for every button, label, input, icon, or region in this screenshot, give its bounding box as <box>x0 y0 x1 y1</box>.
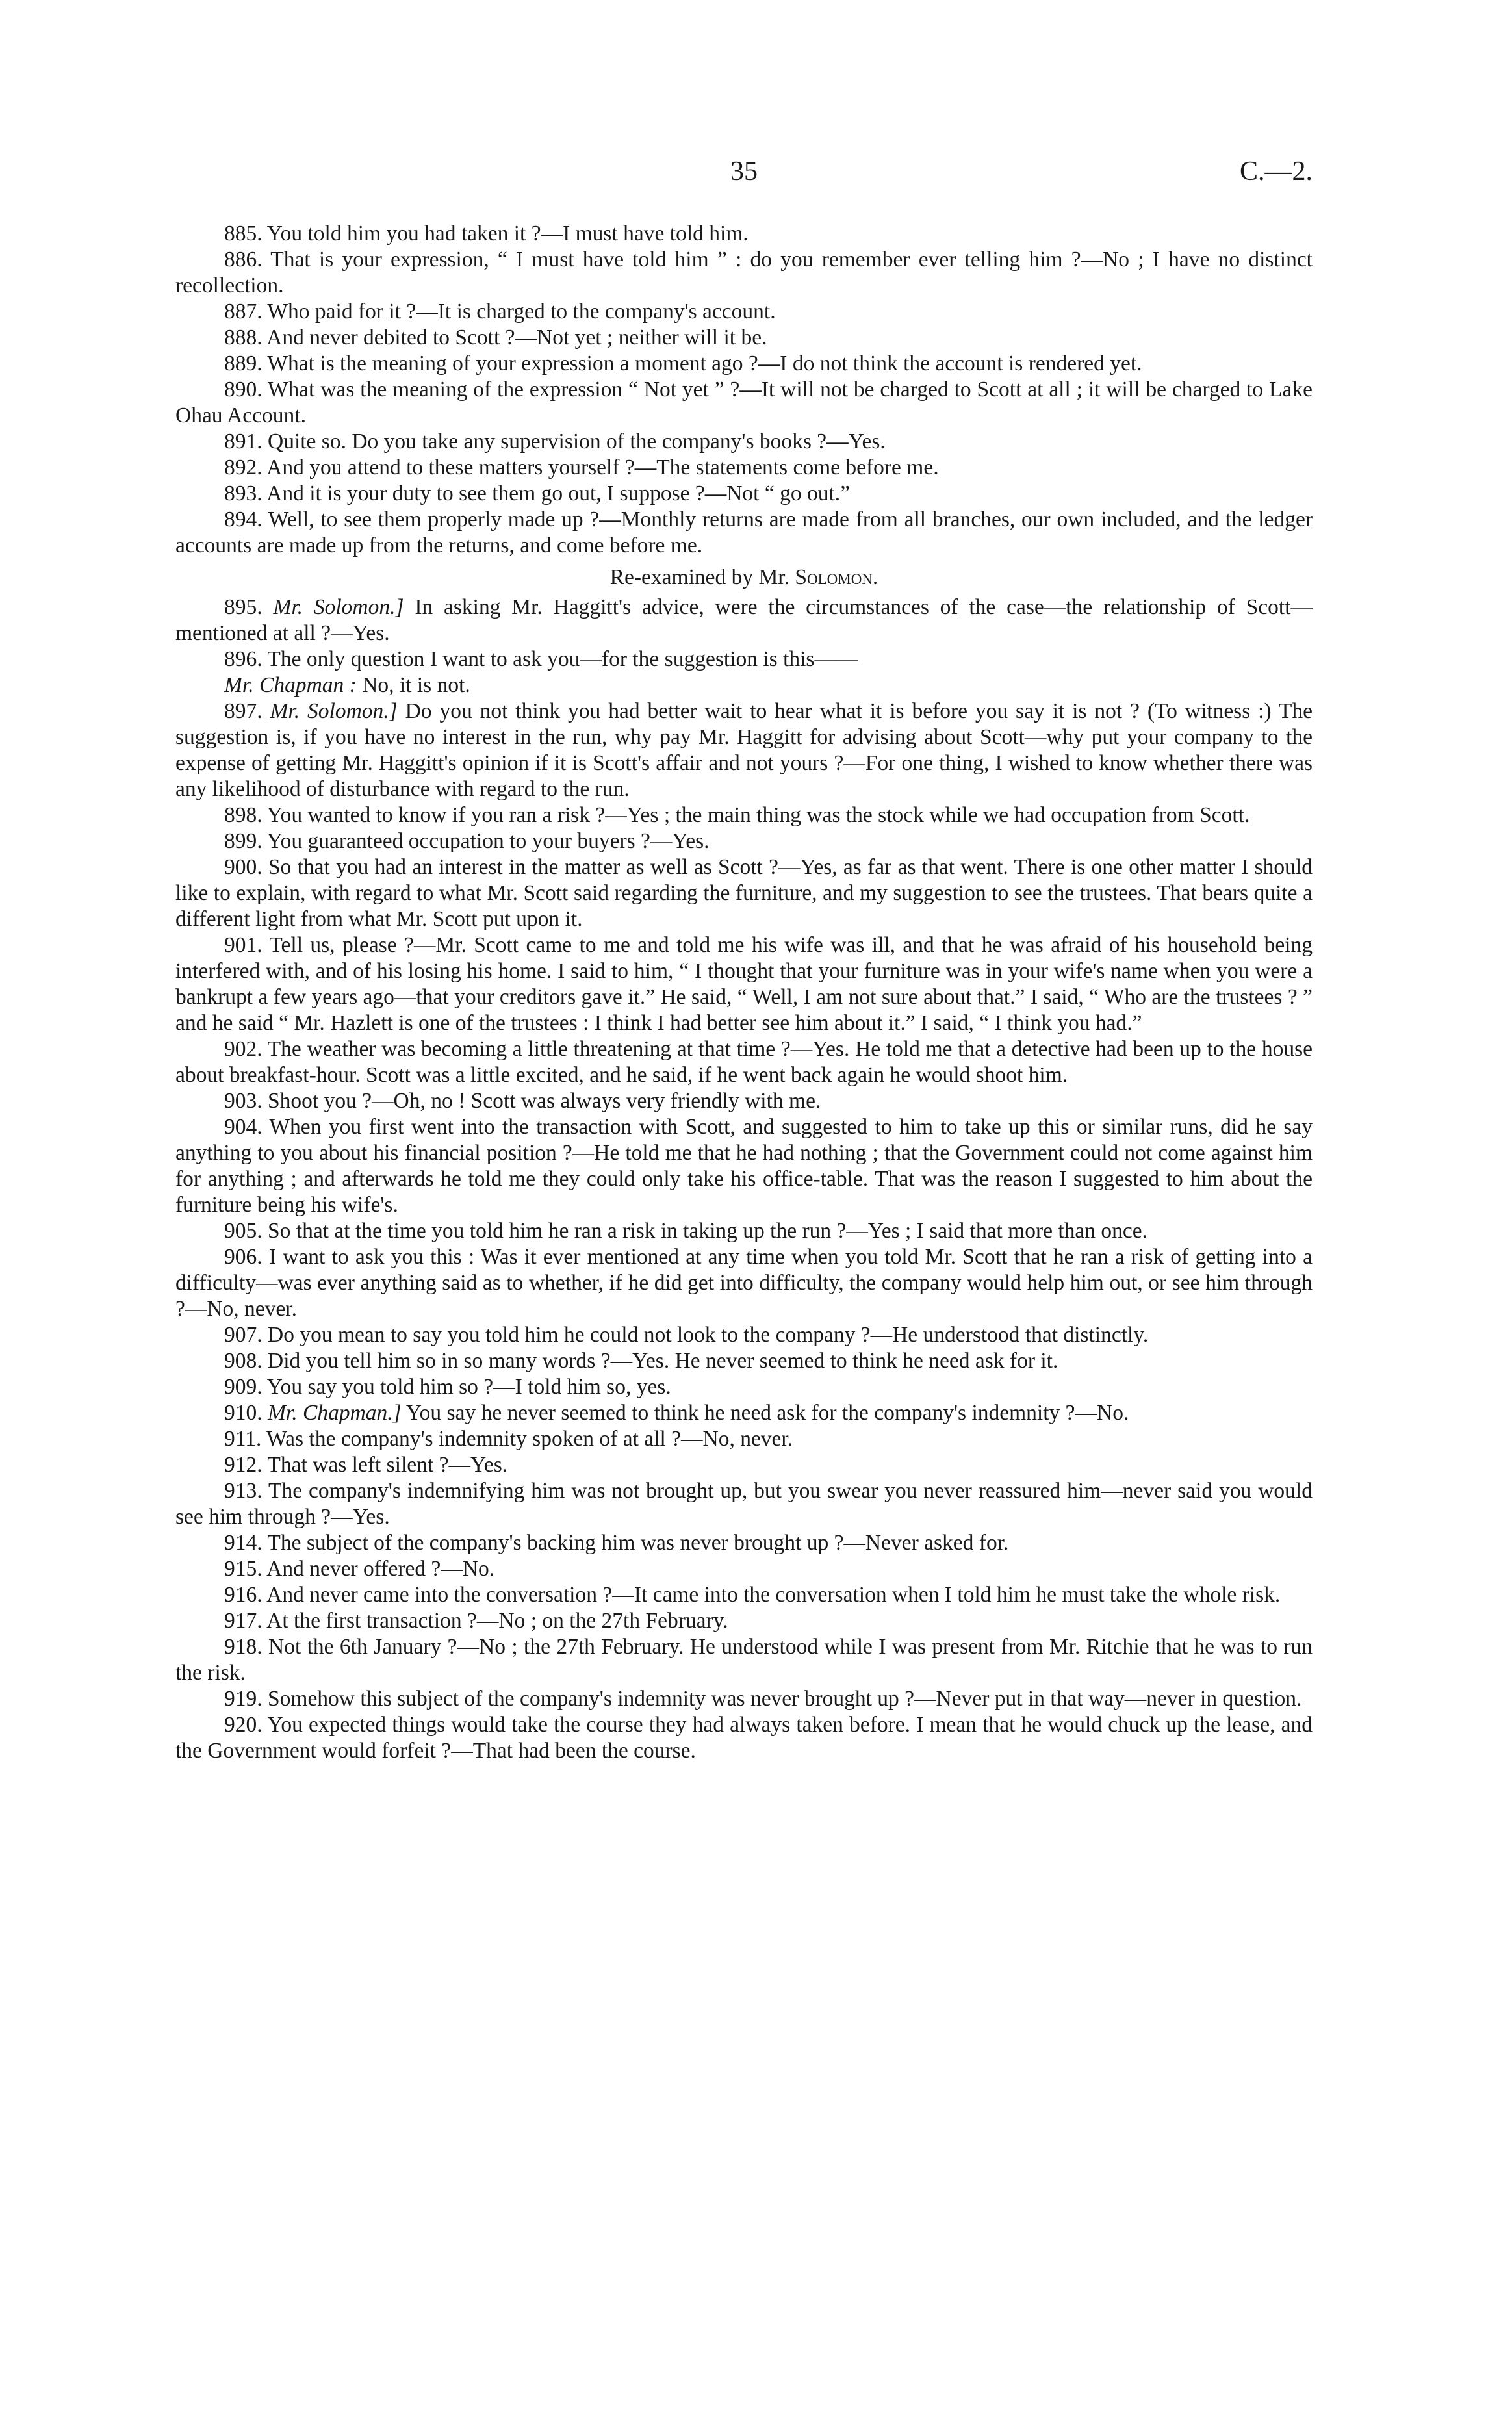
question-number: 907. <box>224 1323 263 1347</box>
question-paragraph <box>175 1478 1313 1530</box>
question-number: 914. <box>224 1531 263 1555</box>
question-paragraph: 885. You told him you had taken it ?—I must have told him. <box>224 222 749 246</box>
question-number: 897. <box>224 699 263 723</box>
document-page <box>175 156 1313 2378</box>
question-number: 915. <box>224 1557 263 1581</box>
question-paragraph <box>175 1374 1313 1400</box>
question-text: You wanted to know if you ran a risk ?—Yes ; the main thing was the stock while we had occupation from Scott. <box>266 803 1250 827</box>
question-number: 904. <box>224 1115 263 1139</box>
question-number: 905. <box>224 1219 263 1243</box>
question-text: No, it is not. <box>356 673 470 697</box>
question-number: 911. <box>224 1427 262 1451</box>
question-paragraph <box>175 1712 1313 1764</box>
question-paragraph: 888. And never debited to Scott ?—Not yet ; neither will it be. <box>224 326 767 350</box>
question-paragraph <box>175 1114 1313 1218</box>
question-paragraph <box>175 854 1313 932</box>
question-text: So that at the time you told him he ran a risk in taking up the run ?—Yes ; I said that more than once. <box>268 1219 1148 1243</box>
speaker-label: Mr. Solomon.] <box>270 699 398 723</box>
question-paragraph <box>175 672 1313 698</box>
question-paragraph <box>175 698 1313 802</box>
question-number: 900. <box>224 855 263 879</box>
question-text: You say he never seemed to think he need ask for the company's indemnity ?—No. <box>401 1401 1129 1425</box>
page-header <box>175 156 1313 221</box>
question-paragraph <box>175 1322 1313 1348</box>
question-paragraph <box>175 646 1313 672</box>
question-text: So that you had an interest in the matter as well as Scott ?—Yes, as far as that went. There is one other matter I should like to explain, with regard to what Mr. Scott said regarding the furniture, and my suggestion to see the trustees. That bears quite a different light from what Mr. Scott put upon it. <box>175 855 1313 931</box>
question-paragraph <box>175 828 1313 854</box>
page-number: 35 <box>730 157 758 186</box>
question-number: 903. <box>224 1089 263 1113</box>
question-paragraph <box>175 1634 1313 1686</box>
question-paragraph <box>175 1452 1313 1478</box>
speaker-label: Mr. Chapman : <box>224 673 357 697</box>
question-number: 908. <box>224 1349 263 1373</box>
question-text: At the first transaction ?—No ; on the 27th February. <box>266 1609 728 1633</box>
question-paragraph: 887. Who paid for it ?—It is charged to the company's account. <box>224 300 776 324</box>
question-paragraph <box>175 1608 1313 1634</box>
question-text: Somehow this subject of the company's indemnity was never brought up ?—Never put in that way—never in question. <box>268 1687 1302 1711</box>
question-number: 899. <box>224 829 263 853</box>
question-number: 901. <box>224 933 263 957</box>
question-paragraph <box>175 1426 1313 1452</box>
speaker-label: Mr. Chapman.] <box>268 1401 402 1425</box>
question-text: You expected things would take the course they had always taken before. I mean that he would chuck up the lease, and the Government would forfeit ?—That had been the course. <box>175 1713 1313 1763</box>
question-paragraph <box>175 1556 1313 1582</box>
question-text: Not the 6th January ?—No ; the 27th February. He understood while I was present from Mr. Ritchie that he was to run the risk. <box>175 1635 1313 1685</box>
transcript-body <box>175 221 1313 1764</box>
question-text: That was left silent ?—Yes. <box>267 1453 508 1477</box>
question-paragraph <box>175 595 1313 646</box>
question-text: Do you not think you had better wait to hear what it is before you say it is not ? (To witness :) The suggestion is, if you have no interest in the run, why pay Mr. Haggitt for advising about Scott—why put your company to the expense of getting Mr. Haggitt's opinion if it is Scott's affair and not yours ?—For one thing, I wished to know whether there was any likelihood of disturbance with regard to the run. <box>175 699 1313 801</box>
question-number: 920. <box>224 1713 263 1737</box>
question-number: 909. <box>224 1375 263 1399</box>
questions-block-2 <box>175 595 1313 1764</box>
question-number: 918. <box>224 1635 263 1659</box>
question-paragraph <box>175 1530 1313 1556</box>
speaker-label: Mr. Solomon.] <box>273 595 404 619</box>
question-text: When you first went into the transaction with Scott, and suggested to him to take up this or similar runs, did he say anything to you about his financial position ?—He told me that he had nothing ; that the Government could not come against him for anything ; and afterwards he told me they could only take his office-table. That was the reason I suggested to him about the furniture being his wife's. <box>175 1115 1313 1217</box>
question-text: Was the company's indemnity spoken of at all ?—No, never. <box>266 1427 793 1451</box>
question-text: Did you tell him so in so many words ?—Yes. He never seemed to think he need ask for it. <box>268 1349 1058 1373</box>
question-text: You guaranteed occupation to your buyers ?—Yes. <box>266 829 710 853</box>
question-text: And never offered ?—No. <box>266 1557 495 1581</box>
question-number: 917. <box>224 1609 263 1633</box>
questions-block-1 <box>175 221 1313 559</box>
question-text: I want to ask you this : Was it ever mentioned at any time when you told Mr. Scott that he ran a risk of getting into a difficulty—was ever anything said as to whether, if he did get into difficulty, the company would help him out, or see him through ?—No, never. <box>175 1245 1313 1321</box>
question-text: The subject of the company's backing him was never brought up ?—Never asked for. <box>267 1531 1009 1555</box>
document-reference: C.—2. <box>1239 157 1313 186</box>
question-number: 902. <box>224 1037 263 1061</box>
question-text: Tell us, please ?—Mr. Scott came to me and told me his wife was ill, and that he was afraid of his household being interfered with, and of his losing his home. I said to him, “ I thought that your furniture was in your wife's name when you were a bankrupt a few years ago—that your creditors gave it.” He said, “ Well, I am not sure about that.” I said, “ Who are the trustees ? ” and he said “ Mr. Hazlett is one of the trustees : I think I had better see him about it.” I said, “ I think you had.” <box>175 933 1313 1035</box>
question-number: 919. <box>224 1687 263 1711</box>
question-paragraph <box>175 1582 1313 1608</box>
heading-name: Solomon. <box>795 565 878 589</box>
heading-text: Re-examined by Mr. <box>609 565 789 589</box>
question-text: And never came into the conversation ?—It came into the conversation when I told him he must take the whole risk. <box>266 1583 1281 1607</box>
question-text: Shoot you ?—Oh, no ! Scott was always very friendly with me. <box>268 1089 821 1113</box>
question-paragraph <box>175 932 1313 1036</box>
question-paragraph: 894. Well, to see them properly made up ?—Monthly returns are made from all branches, our own included, and the ledger accounts are made up from the returns, and come before me. <box>175 507 1313 557</box>
question-number: 906. <box>224 1245 263 1269</box>
question-number: 896. <box>224 647 263 671</box>
question-paragraph <box>175 1088 1313 1114</box>
question-text: Do you mean to say you told him he could not look to the company ?—He understood that distinctly. <box>268 1323 1149 1347</box>
question-text: The only question I want to ask you—for the suggestion is this—— <box>267 647 858 671</box>
question-paragraph <box>175 1036 1313 1088</box>
question-paragraph <box>175 1244 1313 1322</box>
question-paragraph <box>175 1686 1313 1712</box>
section-heading <box>175 565 1313 591</box>
question-text: You say you told him so ?—I told him so, yes. <box>266 1375 671 1399</box>
question-number: 916. <box>224 1583 263 1607</box>
question-paragraph: 889. What is the meaning of your expression a moment ago ?—I do not think the account is rendered yet. <box>224 352 1142 376</box>
question-paragraph <box>175 1348 1313 1374</box>
question-text: The weather was becoming a little threatening at that time ?—Yes. He told me that a detective had been up to the house about breakfast-hour. Scott was a little excited, and he said, if he went back again he would shoot him. <box>175 1037 1313 1087</box>
question-text: In asking Mr. Haggitt's advice, were the circumstances of the case—the relationship of Scott—mentioned at all ?—Yes. <box>175 595 1313 645</box>
question-paragraph: 886. That is your expression, “ I must have told him ” : do you remember ever telling him ?—No ; I have no distinct recollection. <box>175 248 1313 298</box>
question-number: 913. <box>224 1479 263 1503</box>
question-text: The company's indemnifying him was not brought up, but you swear you never reassured him—never said you would see him through ?—Yes. <box>175 1479 1313 1529</box>
question-paragraph <box>175 802 1313 828</box>
question-paragraph: 893. And it is your duty to see them go out, I suppose ?—Not “ go out.” <box>224 481 851 505</box>
question-number: 912. <box>224 1453 263 1477</box>
question-number: 895. <box>224 595 263 619</box>
question-paragraph: 891. Quite so. Do you take any supervision of the company's books ?—Yes. <box>224 429 886 454</box>
question-number: 910. <box>224 1401 263 1425</box>
question-paragraph: 892. And you attend to these matters yourself ?—The statements come before me. <box>224 455 939 480</box>
question-paragraph <box>175 1218 1313 1244</box>
question-paragraph: 890. What was the meaning of the expression “ Not yet ” ?—It will not be charged to Scott at all ; it will be charged to Lake Ohau Account. <box>175 377 1313 428</box>
question-paragraph <box>175 1400 1313 1426</box>
question-number: 898. <box>224 803 263 827</box>
